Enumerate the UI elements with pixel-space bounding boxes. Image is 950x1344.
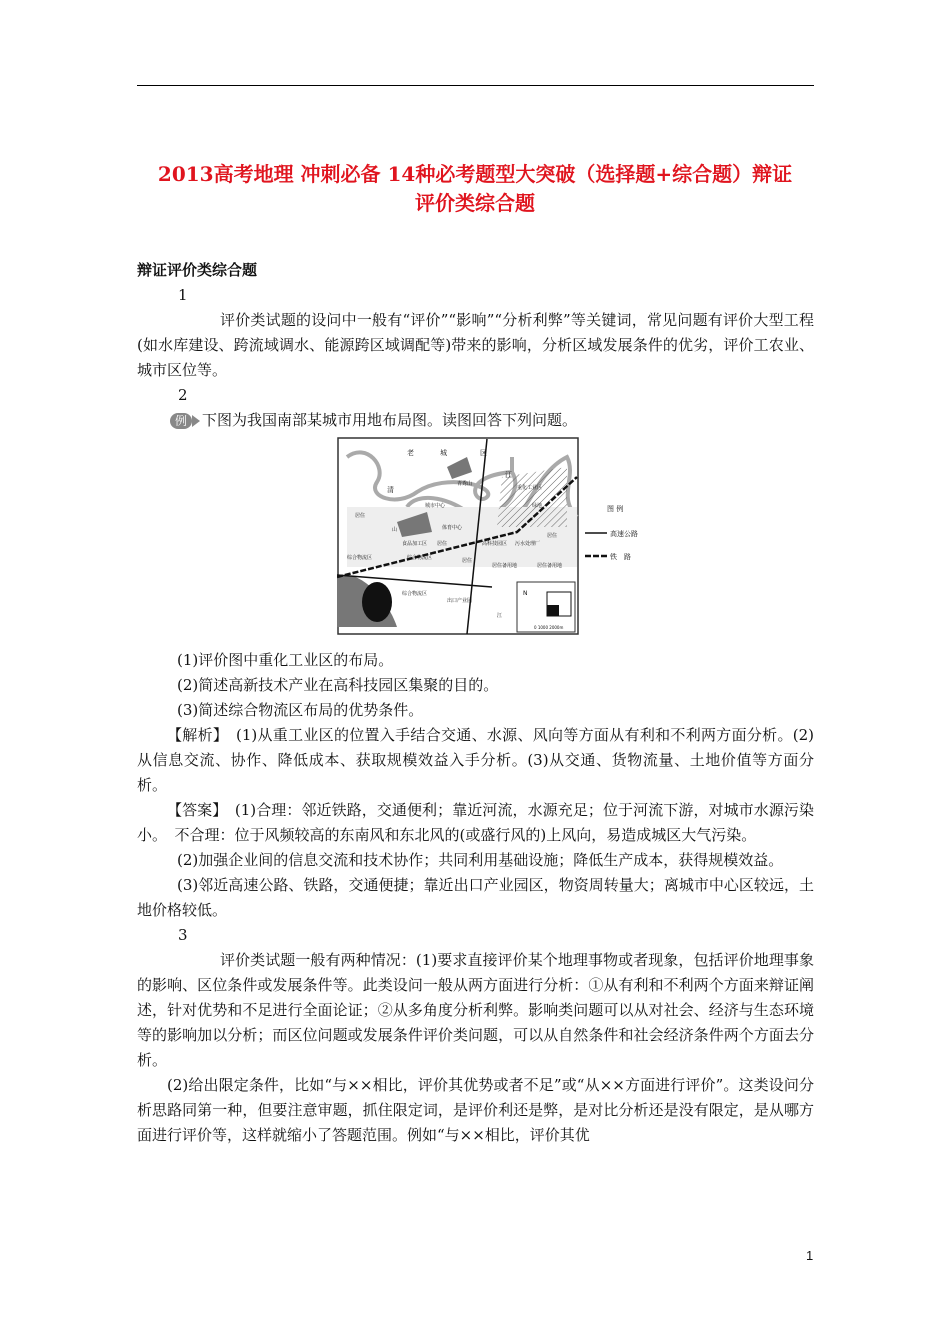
svg-text:居住: 居住 bbox=[437, 541, 448, 547]
svg-text:综合物流区: 综合物流区 bbox=[407, 555, 433, 561]
example-badge-icon: 例 bbox=[170, 413, 200, 429]
question-1: (1)评价图中重化工业区的布局。 bbox=[177, 651, 394, 669]
section-heading: 辩证评价类综合题 bbox=[137, 261, 258, 279]
svg-text:食品加工区: 食品加工区 bbox=[402, 541, 428, 547]
svg-text:居住备用地: 居住备用地 bbox=[492, 563, 518, 569]
svg-text:N: N bbox=[523, 590, 528, 597]
analysis-paragraph: 【解析】 (1)从重工业区的位置入手结合交通、水源、风向等方面从有利和不利两方面分析。(2)从信息交流、协作、降低成本、获取规模效益入手分析。(3)从交通、货物流量、土地价值等方面分析。 bbox=[137, 726, 814, 794]
question-3: (3)简述综合物流区布局的优势条件。 bbox=[177, 701, 424, 719]
svg-text:江: 江 bbox=[497, 613, 503, 619]
answer-3: (3)邻近高速公路、铁路，交通便捷；靠近出口产业园区，物资周转量大；离城市中心区较远，土地价格较低。 bbox=[137, 876, 814, 919]
section-1-paragraph: 评价类试题的设问中一般有“评价”“影响”“分析利弊”等关键词，常见问题有评价大型工程(如水库建设、跨流域调水、能源跨区域调配等)带来的影响，分析区域发展条件的优劣，评价工农业、城市区位等。 bbox=[137, 311, 814, 379]
svg-text:0 1000 2000m: 0 1000 2000m bbox=[534, 625, 564, 630]
svg-text:高速公路: 高速公路 bbox=[610, 530, 638, 538]
svg-text:居住: 居住 bbox=[462, 558, 473, 564]
example-text: 下图为我国南部某城市用地布局图。读图回答下列问题。 bbox=[202, 411, 578, 429]
page-number: 1 bbox=[806, 1248, 814, 1263]
svg-text:绿地: 绿地 bbox=[532, 503, 543, 509]
svg-text:铁 路: 铁 路 bbox=[610, 553, 631, 561]
svg-text:综合物流区: 综合物流区 bbox=[402, 591, 428, 597]
section-3-paragraph-2: (2)给出限定条件，比如“与××相比，评价其优势或者不足”或“从××方面进行评价”。这类设问分析思路同第一种，但要注意审题，抓住限定词，是评价利还是弊，是对比分析还是没有限定，是从哪方面进行评价等，这样就缩小了答题范围。例如“与××相比，评价其优 bbox=[137, 1076, 814, 1144]
svg-text:综合物流区: 综合物流区 bbox=[347, 555, 373, 561]
answer-paragraph: 【答案】 (1)合理：邻近铁路，交通便利；靠近河流，水源充足；位于河流下游，对城市水源污染小。 不合理：位于风频较高的东南风和东北风的(或盛行风的)上风向，易造成城区大气污染。 bbox=[137, 801, 814, 844]
city-land-use-map bbox=[137, 437, 814, 642]
svg-text:城市中心: 城市中心 bbox=[425, 503, 446, 509]
svg-text:体育中心: 体育中心 bbox=[442, 525, 463, 531]
svg-text:出口产业园: 出口产业园 bbox=[447, 598, 473, 604]
svg-text:城: 城 bbox=[440, 449, 447, 457]
question-2: (2)简述高新技术产业在高科技园区集聚的目的。 bbox=[177, 676, 499, 694]
section-number-1: 1 bbox=[178, 286, 188, 304]
svg-text:山: 山 bbox=[392, 527, 398, 533]
svg-text:老: 老 bbox=[407, 449, 414, 457]
svg-text:高科技园区: 高科技园区 bbox=[482, 541, 508, 547]
document-title bbox=[130, 160, 820, 218]
svg-text:区: 区 bbox=[480, 449, 487, 457]
svg-text:居住: 居住 bbox=[547, 533, 558, 539]
svg-text:江: 江 bbox=[505, 471, 512, 479]
title-line-1: 2013高考地理 冲刺必备 14种必考题型大突破（选择题+综合题）辩证 bbox=[157, 162, 793, 186]
svg-text:重化工业区: 重化工业区 bbox=[517, 485, 543, 491]
svg-text:青秀山: 青秀山 bbox=[457, 481, 473, 487]
svg-text:居住备用地: 居住备用地 bbox=[537, 563, 563, 569]
svg-text:清: 清 bbox=[387, 486, 394, 494]
answer-2: (2)加强企业间的信息交流和技术协作；共同利用基础设施；降低生产成本，获得规模效益。 bbox=[177, 851, 784, 869]
header-rule bbox=[137, 85, 814, 86]
section-3-paragraph: 评价类试题一般有两种情况：(1)要求直接评价某个地理事物或者现象，包括评价地理事象的影响、区位条件或发展条件等。此类设问一般从两方面进行分析：①从有利和不利两个方面来辩证阐述，针对优势和不足进行全面论证；②从多角度分析利弊。影响类问题可以从对社会、经济与生态环境等的影响加以分析；而区位问题或发展条件评价类问题，可以从自然条件和社会经济条件两个方面去分析。 bbox=[137, 951, 814, 1069]
analysis-label: 【解析】 bbox=[167, 726, 221, 744]
title-line-2: 评价类综合题 bbox=[415, 191, 535, 215]
section-number-3: 3 bbox=[178, 926, 188, 944]
svg-text:污水处理厂: 污水处理厂 bbox=[515, 541, 541, 547]
svg-text:图 例: 图 例 bbox=[607, 505, 624, 513]
section-number-2: 2 bbox=[178, 386, 188, 404]
example-line bbox=[170, 408, 814, 433]
svg-text:居住: 居住 bbox=[355, 513, 366, 519]
document-body bbox=[137, 258, 814, 1148]
answer-label: 【答案】 bbox=[167, 801, 220, 819]
map-legend bbox=[585, 504, 638, 561]
